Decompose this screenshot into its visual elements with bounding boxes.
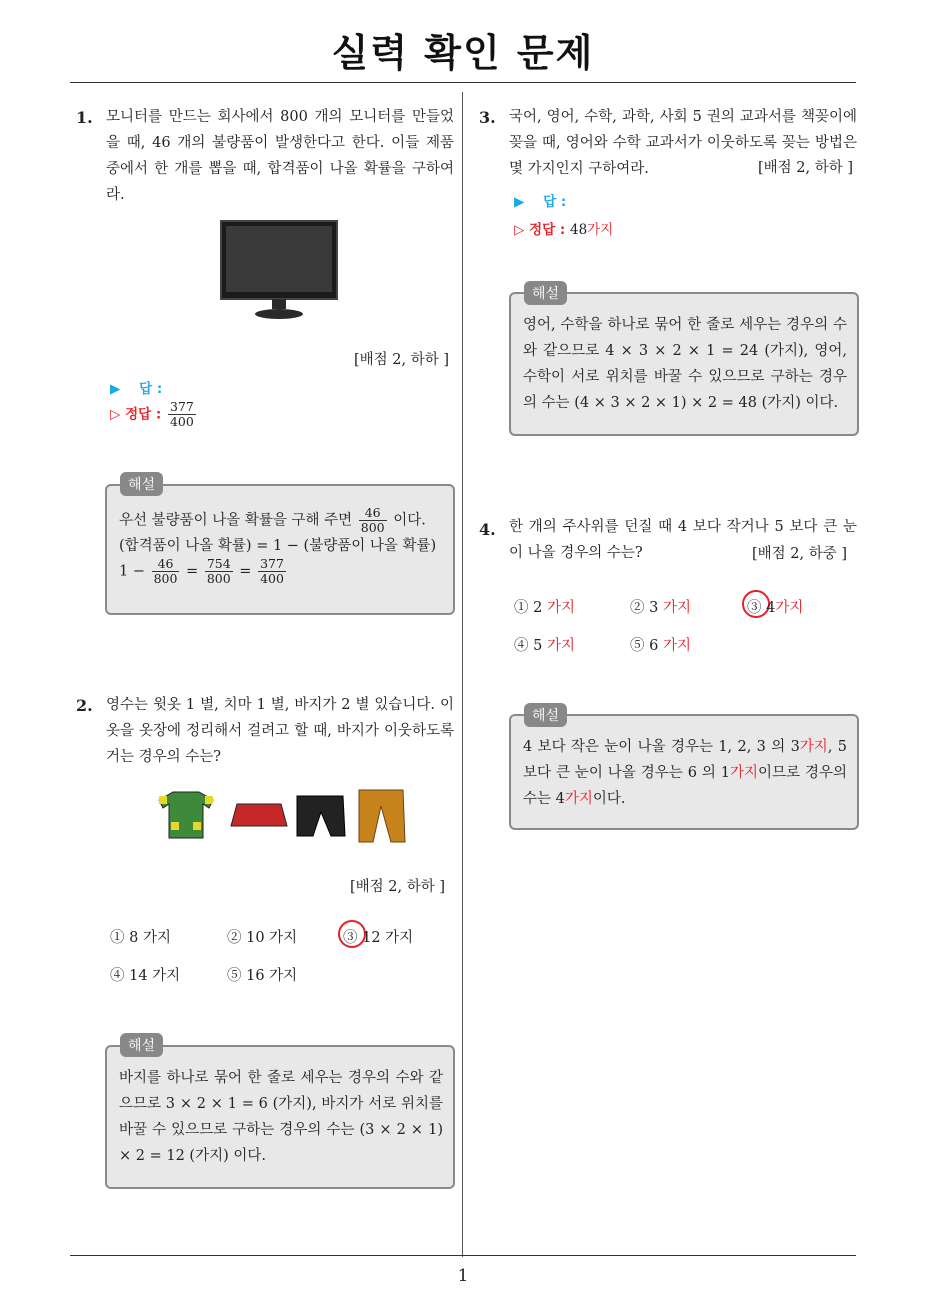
choice-2[interactable]: ② 10 가지 (227, 930, 298, 946)
clothes-image (155, 786, 410, 844)
score-label: [배점 2, 하하 ] (758, 160, 854, 176)
choice-4[interactable]: ④ 5 가지 (514, 638, 575, 654)
explanation-box (105, 1045, 455, 1189)
page-number: 1 (457, 1266, 469, 1286)
explanation-line: 우선 불량품이 나올 확률을 구해 주면 $\frac{46}{800}$ 이다. (119, 505, 426, 535)
choice-1[interactable]: ① 2 가지 (514, 600, 575, 616)
column-divider (462, 92, 463, 1257)
choice-3[interactable]: ③ 12 가지 (343, 930, 414, 946)
explanation-text: 영어, 수학을 하나로 묶어 한 줄로 세우는 경우의 수와 같으므로 4 × 3 × 2 × 1 = 24 (가지), 영어, 수학이 서로 위치를 바꿀 수 있으므로 구하는 경우의 수는 (4 × 3 × 2 × 1) × 2 = 48 (가지) 이다. (523, 317, 847, 411)
answer-label: 답 : (139, 381, 163, 397)
play-icon: ▶ (110, 381, 121, 397)
choice-5[interactable]: ⑤ 6 가지 (630, 638, 691, 654)
page-title: 실력 확인 문제 (331, 31, 595, 75)
answer-row: ▶ 답 : (514, 194, 567, 210)
question-number: 4. (479, 520, 496, 539)
answer-row (110, 377, 162, 397)
choice-2[interactable]: ② 3 가지 (630, 600, 691, 616)
fraction: $\frac{377}{400}$ (260, 556, 284, 586)
explanation-tag: 해설 (120, 472, 163, 496)
choice-3[interactable]: ③ 4가지 (747, 600, 804, 616)
correct-answer-row: ▷ 정답 : 48가지 (514, 222, 614, 238)
footer-rule (70, 1255, 856, 1256)
explanation-box (509, 714, 859, 830)
question-text: 한 개의 주사위를 던질 때 4 보다 작거나 5 보다 큰 눈이 나올 경우의 수는? (509, 519, 857, 561)
correct-label: 정답 : (125, 406, 162, 423)
triangle-outline-icon: ▷ (110, 406, 121, 423)
explanation-box (509, 292, 859, 436)
header-rule (70, 82, 856, 83)
choice-5[interactable]: ⑤ 16 가지 (227, 968, 298, 984)
answer-fraction: $\frac{377}{400}$ (169, 399, 194, 429)
explanation-line: 1 − $\frac{46}{800}$ = $\frac{754}{800}$ = $\frac{377}{400}$ (119, 556, 284, 586)
score-label: [배점 2, 하중 ] (752, 546, 848, 562)
question-number: 2. (76, 696, 93, 715)
choice-1[interactable]: ① 8 가지 (110, 930, 171, 946)
triangle-outline-icon: ▷ (514, 222, 525, 238)
explanation-text: 바지를 하나로 묶어 한 줄로 세우는 경우의 수와 같으므로 3 × 2 × 1 = 6 (가지), 바지가 서로 위치를 바꿀 수 있으므로 구하는 경우의 수는 (3 × 2 × 1) × 2 = 12 (가지) 이다. (119, 1070, 443, 1164)
choice-4[interactable]: ④ 14 가지 (110, 968, 181, 984)
explanation-tag: 해설 (524, 281, 567, 305)
question-number: 3. (479, 108, 496, 127)
fraction: $\frac{46}{800}$ (360, 505, 385, 535)
explanation-tag: 해설 (120, 1033, 163, 1057)
explanation-text: 4 보다 작은 눈이 나올 경우는 1, 2, 3 의 3가지, 5 보다 큰 눈이 나올 경우는 6 의 1가지이므로 경우의 수는 4가지이다. (523, 739, 847, 807)
question-text: 국어, 영어, 수학, 과학, 사회 5 권의 교과서를 책꽂이에 꽂을 때, 영어와 수학 교과서가 이웃하도록 꽂는 방법은 몇 가지인지 구하여라. (509, 109, 857, 177)
score-label: [배점 2, 하하 ] (350, 879, 446, 895)
correct-answer-row (110, 400, 198, 429)
question-text: 모니터를 만드는 회사에서 800 개의 모니터를 만들었을 때, 46 개의 불량품이 발생한다고 한다. 이들 제품 중에서 한 개를 뽑을 때, 합격품이 나올 확률을 구하여라. (106, 109, 454, 203)
question-text: 영수는 윗옷 1 별, 치마 1 별, 바지가 2 별 있습니다. 이 옷을 옷장에 정리해서 걸려고 할 때, 바지가 이웃하도록 거는 경우의 수는? (106, 697, 454, 765)
explanation-tag: 해설 (524, 703, 567, 727)
play-icon: ▶ (514, 194, 525, 210)
fraction: $\frac{754}{800}$ (206, 556, 231, 586)
monitor-image (220, 220, 340, 322)
question-number: 1. (76, 108, 93, 127)
score-label: [배점 2, 하하 ] (354, 352, 450, 368)
explanation-box (105, 484, 455, 615)
fraction: $\frac{46}{800}$ (153, 556, 178, 586)
explanation-line: (합격품이 나올 확률) = 1 − (불량품이 나올 확률) (119, 538, 437, 554)
